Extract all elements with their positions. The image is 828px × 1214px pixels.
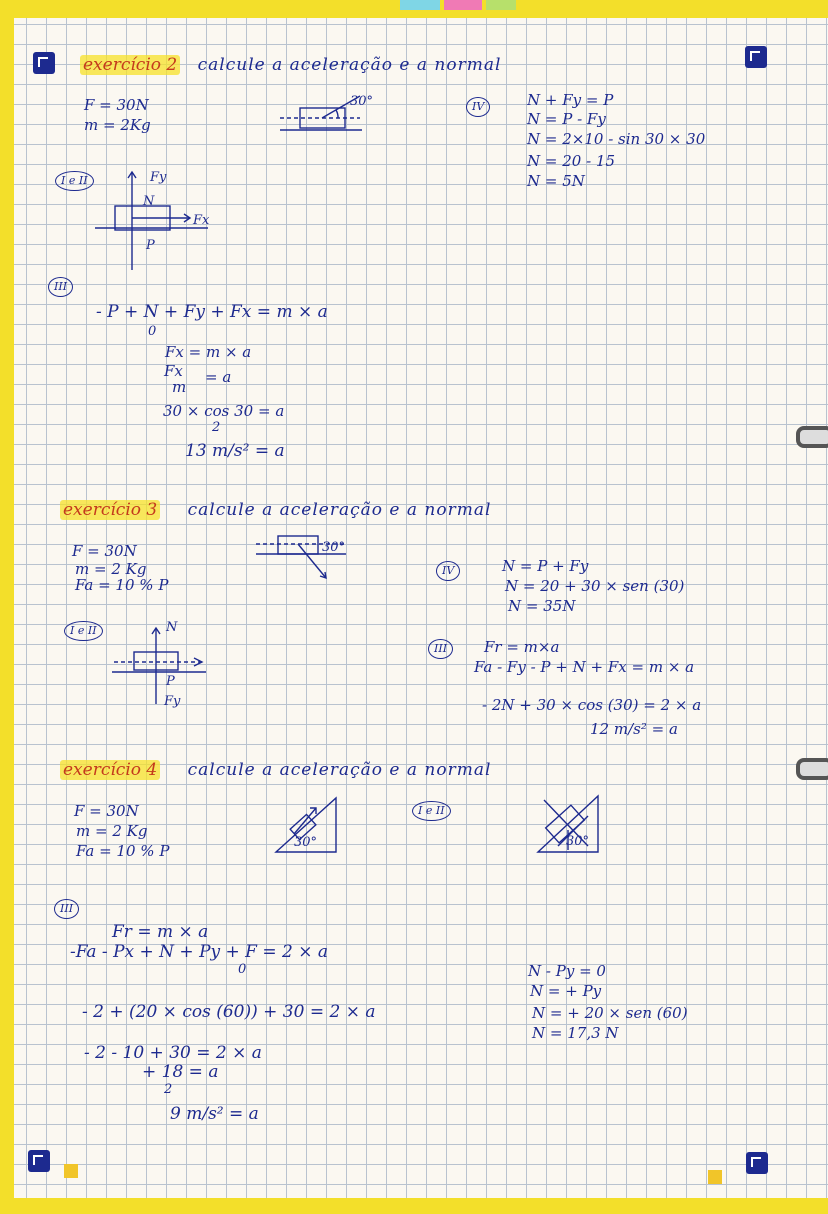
ex2-iv-line: N = 2×10 - sin 30 × 30 (527, 130, 706, 148)
ex3-steps-label: I e II (64, 620, 103, 641)
ex4-right-line: N = + Py (530, 982, 602, 1000)
ex2-iv-label: IV (466, 96, 490, 117)
index-tab-pink (444, 0, 482, 10)
ex4-angle-2: 30° (566, 834, 590, 849)
ex4-given-mass: m = 2 Kg (76, 822, 148, 840)
ex2-eq4-den: 2 (212, 420, 221, 435)
yellow-square-mark (64, 1164, 78, 1178)
ex3-title-text: calcule a aceleração e a normal (187, 500, 492, 520)
ex4-result: 9 m/s² = a (170, 1104, 259, 1124)
ex3-force-diagram (112, 620, 208, 710)
ex2-angle: 30° (350, 94, 374, 109)
binder-ring-icon (796, 758, 828, 780)
ex4-line: - 2 - 10 + 30 = 2 × a (84, 1043, 262, 1063)
ex2-given-mass: m = 2Kg (84, 116, 151, 134)
ex3-title (60, 500, 491, 520)
ex2-given-force: F = 30N (84, 96, 149, 114)
ex3-iii-line: Fa - Fy - P + N + Fx = m × a (474, 658, 695, 676)
brand-logo-icon (745, 46, 767, 68)
index-tab-green (486, 0, 516, 10)
ex4-iii-label: III (54, 898, 79, 919)
ex3-p-label: P (166, 674, 175, 689)
ex3-given-force: F = 30N (72, 542, 137, 560)
ex4-angle: 30° (294, 835, 318, 850)
ex3-iv-line: N = P + Fy (502, 557, 589, 575)
ex2-iv-line: N = 20 - 15 (527, 152, 616, 170)
ex2-result: 13 m/s² = a (185, 441, 285, 461)
yellow-square-mark (708, 1170, 722, 1184)
ex4-line: 0 (238, 962, 247, 977)
ex4-given-force: F = 30N (74, 802, 139, 820)
brand-logo-icon (33, 52, 55, 74)
ex3-iii-line: Fr = m×a (484, 638, 560, 656)
brand-logo-icon (746, 1152, 768, 1174)
index-tab-cyan (400, 0, 440, 10)
ex4-title-text: calcule a aceleração e a normal (187, 760, 492, 780)
ex4-right-line: N - Py = 0 (528, 962, 606, 980)
ex2-eq2: Fx = m × a (165, 343, 252, 361)
ex2-iii-label: III (48, 276, 73, 297)
ex4-title-tag: exercício 4 (60, 760, 160, 780)
ex2-eq4-rhs: = a (258, 402, 285, 420)
ex4-right-line: N = + 20 × sen (60) (532, 1004, 688, 1022)
ex3-iv-line: N = 35N (508, 597, 576, 615)
ex2-title-tag: exercício 2 (80, 55, 180, 75)
ex2-steps-label: I e II (55, 170, 94, 191)
ex3-iii-line: - 2N + 30 × cos (30) = 2 × a (482, 696, 702, 714)
binder-bottom-strip (0, 1198, 828, 1214)
ex2-eq3-rhs: = a (205, 368, 232, 386)
ex3-given-friction: Fa = 10 % P (75, 576, 169, 594)
ex3-fy-label: Fy (164, 694, 181, 709)
ex3-iv-label: IV (436, 560, 460, 581)
brand-logo-icon (28, 1150, 50, 1172)
ex2-eq3-num: Fx (164, 362, 183, 380)
ex4-right-line: N = 17,3 N (532, 1024, 619, 1042)
ex4-line: + 18 = a (142, 1062, 219, 1082)
ex4-line: 2 (164, 1082, 173, 1097)
ex2-fy-label: Fy (150, 170, 167, 185)
ex4-line: - 2 + (20 × cos (60)) + 30 = 2 × a (82, 1002, 376, 1022)
ex2-p-label: P (146, 238, 155, 253)
ex2-iv-line: N = 5N (527, 172, 585, 190)
ex4-line: -Fa - Px + N + Py + F = 2 × a (70, 942, 329, 962)
ex3-given-mass: m = 2 Kg (75, 560, 147, 578)
ex4-title (60, 760, 491, 780)
ex2-title-text: calcule a aceleração e a normal (197, 55, 502, 75)
ex3-iv-line: N = 20 + 30 × sen (30) (505, 577, 685, 595)
ex4-steps-label: I e II (412, 800, 451, 821)
ex2-eq1-zero: 0 (148, 324, 157, 339)
ex2-fx-label: Fx (193, 213, 210, 228)
ex3-iii-line: 12 m/s² = a (590, 720, 678, 738)
ex2-eq1: - P + N + Fy + Fx = m × a (96, 302, 328, 322)
ex4-line: Fr = m × a (112, 922, 209, 942)
ex3-iii-label: III (428, 638, 453, 659)
ex2-n-label: N (143, 194, 155, 209)
binder-ring-icon (796, 426, 828, 448)
ex2-force-diagram (90, 170, 210, 270)
ex3-title-tag: exercício 3 (60, 500, 160, 520)
ex3-angle: 30° (322, 540, 346, 555)
binder-left-strip (0, 0, 14, 1214)
ex3-n-label: N (166, 620, 178, 635)
ex4-given-friction: Fa = 10 % P (76, 842, 170, 860)
ex2-eq3-den: m (172, 378, 187, 396)
ex2-title (80, 55, 501, 75)
ex2-iv-line: N + Fy = P (527, 91, 614, 109)
ex2-eq4-num: 30 × cos 30 (163, 402, 254, 420)
ex2-iv-line: N = P - Fy (527, 110, 606, 128)
